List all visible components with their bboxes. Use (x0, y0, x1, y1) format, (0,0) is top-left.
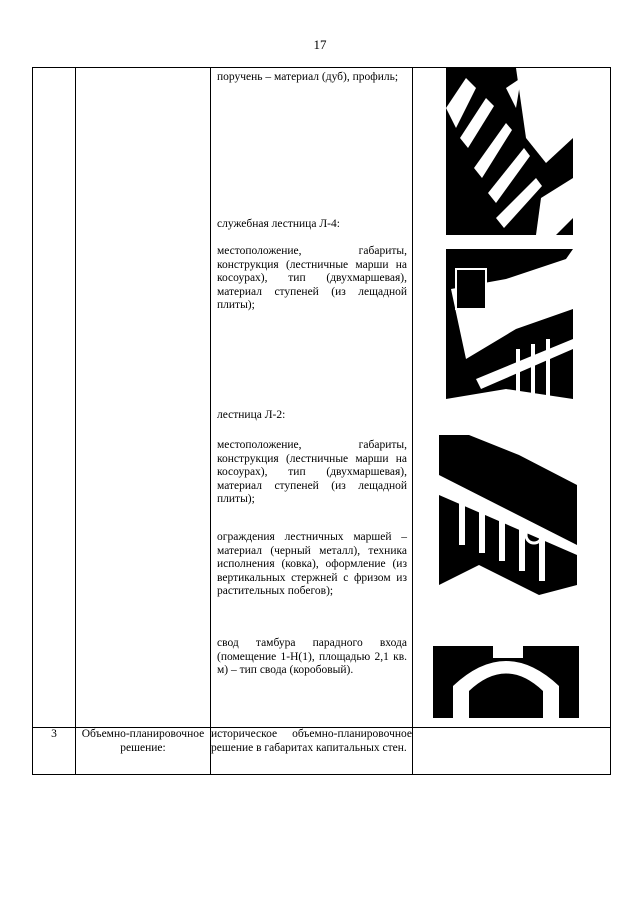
stair-l2-title: лестница Л-2: (217, 409, 286, 421)
railings-description: ограждения лестничных маршей – материал (черный металл), техника исполнения (ковка), оформление (из вертикальных стержней с фризом из растительных побегов); (217, 531, 407, 598)
handrail-photo (446, 68, 573, 235)
table-row (33, 728, 611, 775)
table-row (33, 68, 611, 728)
stair-l2-photo (439, 435, 577, 631)
service-stair-title: служебная лестница Л-4: (217, 218, 340, 230)
service-stair-photo (446, 249, 573, 422)
vault-description: свод тамбура парадного входа (помещение 1-Н(1), площадью 2,1 кв. м) – тип свода (коробовый). (217, 637, 407, 677)
stair-l2-description: местоположение, габариты, конструкция (лестничные марши на косоурах), тип (двухмаршевая), материал ступеней (из лещадной плиты); (217, 439, 407, 506)
item-name-cell (76, 68, 211, 728)
page-number: 17 (313, 37, 327, 52)
handrail-text: поручень – материал (дуб), профиль; (217, 71, 399, 83)
vault-photo (433, 646, 579, 718)
photo-cell-empty (413, 728, 611, 775)
service-stair-description: местоположение, габариты, конструкция (лестничные марши на косоурах), тип (двухмаршевая), материал ступеней (из лещадной плиты); (217, 245, 407, 312)
row-number-cell (33, 68, 76, 728)
item-description: историческое объемно-планировочное решение в габаритах капитальных стен. (211, 728, 413, 775)
item-name: Объемно-планировочное решение: (76, 728, 211, 775)
item-description-cell (211, 68, 413, 728)
protected-items-table (32, 67, 611, 775)
row-number: 3 (33, 728, 76, 775)
photo-cell (413, 68, 611, 728)
